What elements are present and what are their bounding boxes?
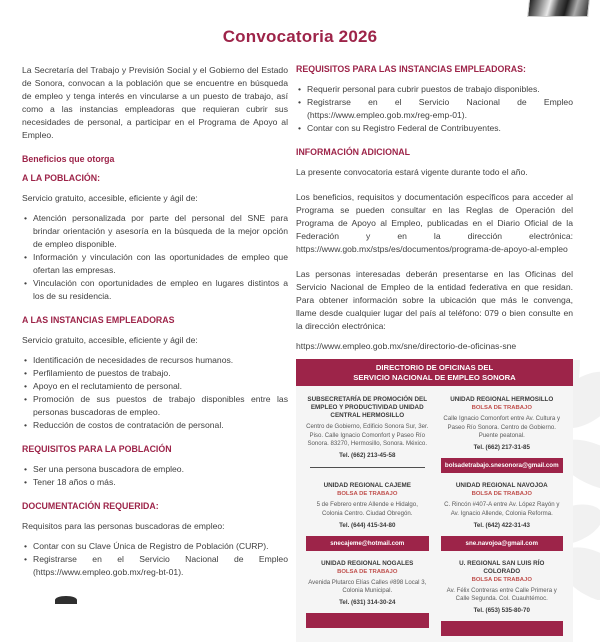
office-email-banner: bolsadetrabajo.snesonora@gmail.com [441, 458, 564, 473]
office-card-navojoa [440, 479, 565, 556]
instancias-bullet-list [22, 354, 288, 432]
office-address: Centro de Gobierno, Edificio Sonora Sur, 3er. Piso. Calle Ignacio Comonfort y Paseo Río Sonora. 83270, Hermosillo, Sonora. México. [306, 423, 429, 448]
office-address: Avenida Plutarco Elías Calles #898 Local 3, Colonia Municipal. [308, 578, 427, 595]
empleadoras-bullet-list [296, 83, 573, 135]
right-column [296, 64, 573, 642]
office-name: UNIDAD REGIONAL NOGALES [321, 559, 414, 567]
documentacion-bullet-list [22, 540, 288, 579]
office-phone: Tel. (644) 415-34-80 [339, 521, 396, 529]
office-address: 5 de Febrero entre Allende e Hidalgo, Colonia Centro. Ciudad Obregón. [316, 501, 418, 517]
bullet-item: • Información y vinculación con las oportunidades de empleo que ofertan las empresas. [22, 251, 288, 277]
directory-box [296, 359, 573, 642]
poblacion-bullet-list [22, 212, 288, 303]
info-paragraph-2: Los beneficios, requisitos y documentación específicos para acceder al Programa se pueden consultar en las Reglas de Operación del Programa de Apoyo al Empleo, publicadas en el Diario Oficial de la Federación y en la dirección electrónica: https://www.gob.mx/stps/es/documentos/programa-de-apoyo-al-empleo [296, 192, 573, 254]
info-adicional-heading: INFORMACIÓN ADICIONAL [296, 147, 411, 157]
office-divider [310, 467, 425, 468]
office-card-san-luis-rio-colorado [440, 557, 565, 642]
office-tag: BOLSA DE TRABAJO [337, 491, 398, 498]
office-phone: Tel. (653) 535-80-70 [473, 606, 530, 614]
bullet-item: • Registrarse en el Servicio Nacional de Empleo (https://www.empleo.gob.mx/reg-bt-01). [22, 553, 288, 579]
poblacion-intro: Servicio gratuito, accesible, eficiente y ágil de: [22, 193, 198, 203]
office-phone: Tel. (662) 213-45-58 [339, 452, 396, 460]
page-title: Convocatoria 2026 [222, 27, 378, 46]
documentacion-heading: DOCUMENTACIÓN REQUERIDA: [22, 501, 159, 511]
directory-header-line2: SERVICIO NACIONAL DE EMPLEO SONORA [353, 372, 516, 382]
directory-header [296, 359, 573, 386]
info-paragraph-3: Las personas interesadas deberán presentarse en las Oficinas del Servicio Nacional de Empleo de la entidad federativa en que residan. Para obtener información sobre la ubicación que más le convenga, llame desde cualquier lugar del país al teléfono: 079 o bien consulte en la dirección electrónica: [296, 269, 573, 331]
bullet-item: • Tener 18 años o más. [22, 476, 288, 489]
empleadoras-heading: REQUISITOS PARA LAS INSTANCIAS EMPLEADORAS: [296, 64, 526, 74]
bullet-item: • Vinculación con oportunidades de empleo en lugares distintos a los de su residencia. [22, 277, 288, 303]
bullet-item: • Requerir personal para cubrir puestos de trabajo disponibles. [296, 83, 573, 96]
office-email-banner: sne.navojoa@gmail.com [441, 536, 564, 551]
header-photo [527, 0, 590, 17]
documentacion-intro: Requisitos para las personas buscadoras de empleo: [22, 521, 225, 531]
office-email-banner: snecajeme@hotmail.com [306, 536, 429, 551]
office-address: Av. Félix Contreras entre Calle Primera y Calle Segunda. Col. Cuauhtémoc. [446, 586, 557, 603]
office-address: Calle Ignacio Comonfort entre Av. Cultura y Paseo Río Sonora. Centro de Gobierno. Puente peatonal. [443, 415, 561, 440]
intro-paragraph: La Secretaría del Trabajo y Previsión Social y el Gobierno del Estado de Sonora, convocan a la población que se encuentre en búsqueda de empleo y tenga interés en vincularse a un puesto de trabajo, así como a las instancias empleadoras que requieran cubrir sus necesidades de personal, a participar en el Programa de Apoyo al Empleo. [22, 65, 288, 140]
directory-url: https://www.empleo.gob.mx/sne/directorio-de-oficinas-sne [296, 341, 517, 351]
office-email-banner [306, 613, 429, 628]
office-name: UNIDAD REGIONAL NAVOJOA [455, 482, 548, 490]
directory-grid [296, 386, 573, 642]
office-card-cajeme [305, 479, 430, 556]
office-phone: Tel. (662) 217-31-85 [473, 444, 530, 452]
office-address: C. Rincón #407-A entre Av. López Rayón y Av. Ignacio Allende, Colonia Reforma. [444, 501, 560, 517]
office-phone: Tel. (642) 422-31-43 [473, 521, 530, 529]
logo-fragment [55, 596, 77, 604]
bullet-item: • Apoyo en el reclutamiento de personal. [22, 380, 288, 393]
bullet-item: • Contar con su Clave Única de Registro de Población (CURP). [22, 540, 288, 553]
office-card-nogales [305, 557, 430, 642]
benefits-heading: Beneficios que otorga [22, 154, 115, 164]
requisitos-poblacion-heading: REQUISITOS PARA LA POBLACIÓN [22, 444, 172, 454]
office-tag: BOLSA DE TRABAJO [337, 568, 398, 575]
office-email-banner [441, 621, 564, 636]
office-name: U. REGIONAL SAN LUIS RÍO COLORADO [459, 559, 545, 575]
directory-header-line1: DIRECTORIO DE OFICINAS DEL [375, 363, 494, 372]
poblacion-heading: A LA POBLACIÓN: [22, 173, 101, 183]
bullet-item: • Perfilamiento de puestos de trabajo. [22, 367, 288, 380]
instancias-intro: Servicio gratuito, accesible, eficiente y ágil de: [22, 335, 198, 345]
office-card-unidad-central [305, 393, 430, 479]
bullet-item: • Registrarse en el Servicio Nacional de Empleo (https://www.empleo.gob.mx/reg-emp-01). [296, 96, 573, 122]
bullet-item: • Contar con su Registro Federal de Contribuyentes. [296, 122, 573, 135]
office-name: UNIDAD REGIONAL HERMOSILLO [450, 396, 554, 403]
office-name: SUBSECRETARÍA DE PROMOCIÓN DEL EMPLEO Y PRODUCTIVIDAD UNIDAD CENTRAL HERMOSILLO [307, 396, 428, 419]
office-tag: BOLSA DE TRABAJO [471, 576, 532, 583]
bullet-item: • Identificación de necesidades de recursos humanos. [22, 354, 288, 367]
left-column [22, 64, 288, 591]
office-tag: BOLSA DE TRABAJO [471, 491, 532, 498]
instancias-heading: A LAS INSTANCIAS EMPLEADORAS [22, 315, 175, 325]
info-paragraph-1: La presente convocatoria estará vigente durante todo el año. [296, 167, 528, 177]
requisitos-bullet-list [22, 463, 288, 489]
bullet-item: • Promoción de sus puestos de trabajo disponibles entre las personas buscadoras de empleo. [22, 393, 288, 419]
office-phone: Tel. (631) 314-30-24 [339, 598, 396, 606]
office-card-hermosillo [440, 393, 565, 479]
office-tag: BOLSA DE TRABAJO [471, 405, 532, 411]
bullet-item: • Atención personalizada por parte del personal del SNE para brindar orientación y asesoría en la búsqueda de la mejor opción de empleo disponible. [22, 212, 288, 251]
bullet-item: • Reducción de costos de contratación de personal. [22, 419, 288, 432]
office-name: UNIDAD REGIONAL CAJEME [323, 482, 411, 490]
bullet-item: • Ser una persona buscadora de empleo. [22, 463, 288, 476]
